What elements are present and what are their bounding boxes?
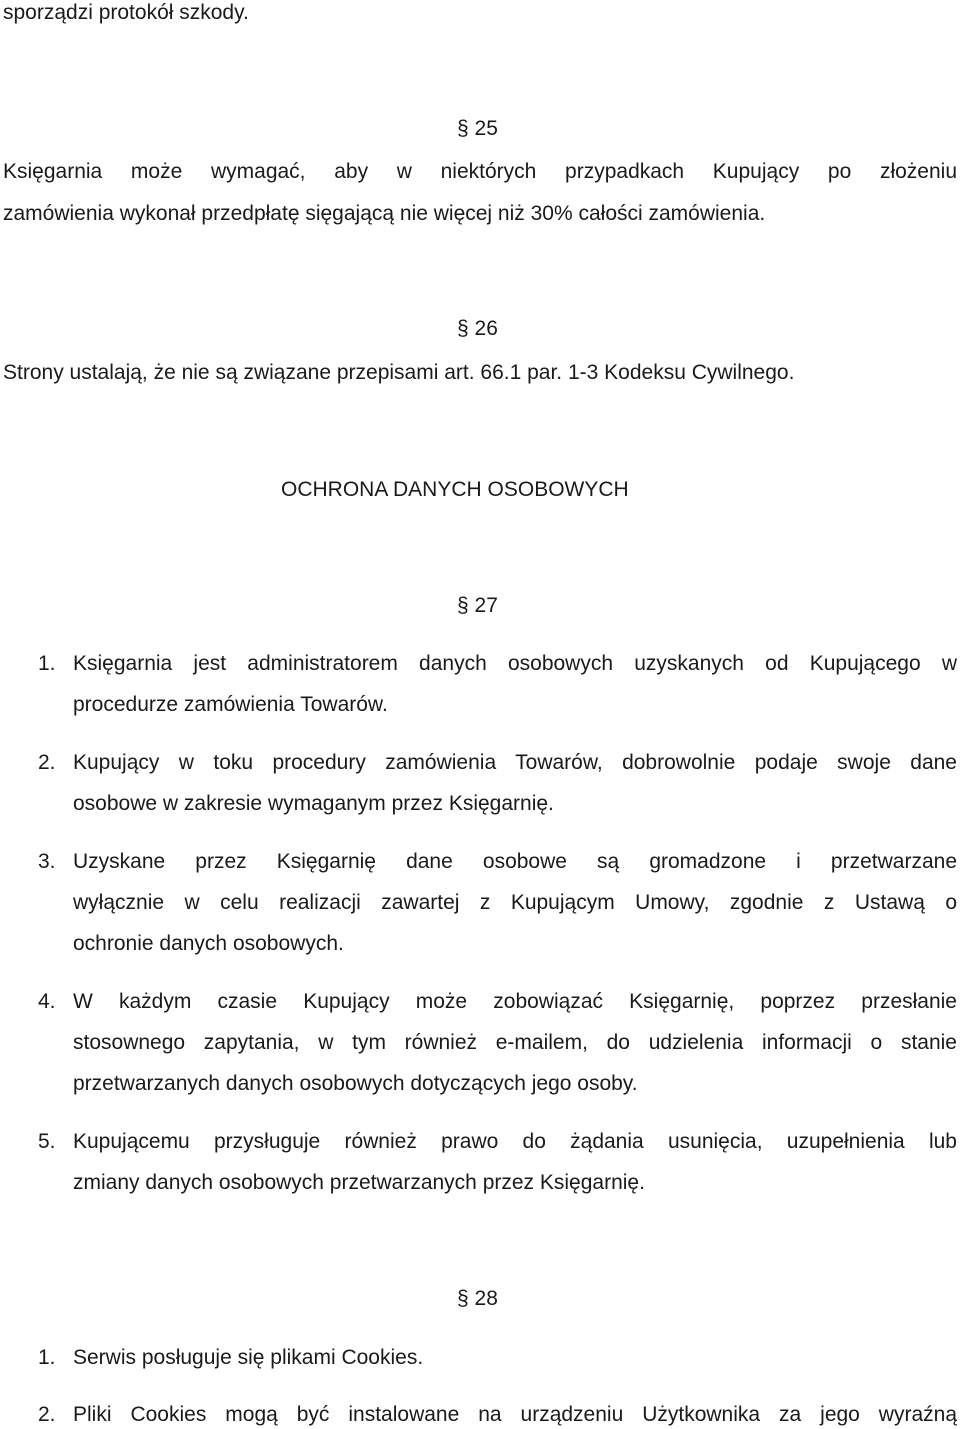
s28-item-2-number: 2. (38, 1403, 56, 1426)
top-line: sporządzi protokół szkody. (3, 1, 249, 24)
section-27-heading: § 27 (457, 594, 498, 617)
s28-item-1-number: 1. (38, 1346, 56, 1369)
s27-item-4-line-1: W każdym czasie Kupujący może zobowiązać Księgarnię, poprzez przesłanie (73, 990, 957, 1013)
s27-item-3-number: 3. (38, 850, 56, 873)
section-26-line-1: Strony ustalają, że nie są związane przepisami art. 66.1 par. 1-3 Kodeksu Cywilnego. (3, 361, 795, 384)
section-25-heading: § 25 (457, 117, 498, 140)
s27-item-3-line-3: ochronie danych osobowych. (73, 932, 344, 955)
s27-item-1-line-1: Księgarnia jest administratorem danych osobowych uzyskanych od Kupującego w (73, 652, 957, 675)
s27-item-5-line-2: zmiany danych osobowych przetwarzanych przez Księgarnię. (73, 1171, 645, 1194)
chapter-title: OCHRONA DANYCH OSOBOWYCH (281, 478, 629, 501)
s27-item-5-number: 5. (38, 1130, 56, 1153)
s28-item-1-line-1: Serwis posługuje się plikami Cookies. (73, 1346, 424, 1369)
s27-item-1-line-2: procedurze zamówienia Towarów. (73, 693, 388, 716)
s27-item-3-line-1: Uzyskane przez Księgarnię dane osobowe są gromadzone i przetwarzane (73, 850, 957, 873)
s27-item-4-line-3: przetwarzanych danych osobowych dotyczących jego osoby. (73, 1072, 638, 1095)
section-25-line-2: zamówienia wykonał przedpłatę sięgającą nie więcej niż 30% całości zamówienia. (3, 202, 766, 225)
section-28-heading: § 28 (457, 1287, 498, 1310)
s27-item-1-number: 1. (38, 652, 56, 675)
s28-item-2-line-1: Pliki Cookies mogą być instalowane na urządzeniu Użytkownika za jego wyraźną (73, 1403, 957, 1426)
s27-item-2-number: 2. (38, 751, 56, 774)
s27-item-3-line-2: wyłącznie w celu realizacji zawartej z Kupującym Umowy, zgodnie z Ustawą o (73, 891, 957, 914)
s27-item-2-line-1: Kupujący w toku procedury zamówienia Towarów, dobrowolnie podaje swoje dane (73, 751, 957, 774)
s27-item-2-line-2: osobowe w zakresie wymaganym przez Księgarnię. (73, 792, 554, 815)
s27-item-4-number: 4. (38, 990, 56, 1013)
s27-item-5-line-1: Kupującemu przysługuje również prawo do żądania usunięcia, uzupełnienia lub (73, 1130, 957, 1153)
section-26-heading: § 26 (457, 317, 498, 340)
s27-item-4-line-2: stosownego zapytania, w tym również e-mailem, do udzielenia informacji o stanie (73, 1031, 957, 1054)
section-25-line-1: Księgarnia może wymagać, aby w niektórych przypadkach Kupujący po złożeniu (3, 160, 957, 183)
